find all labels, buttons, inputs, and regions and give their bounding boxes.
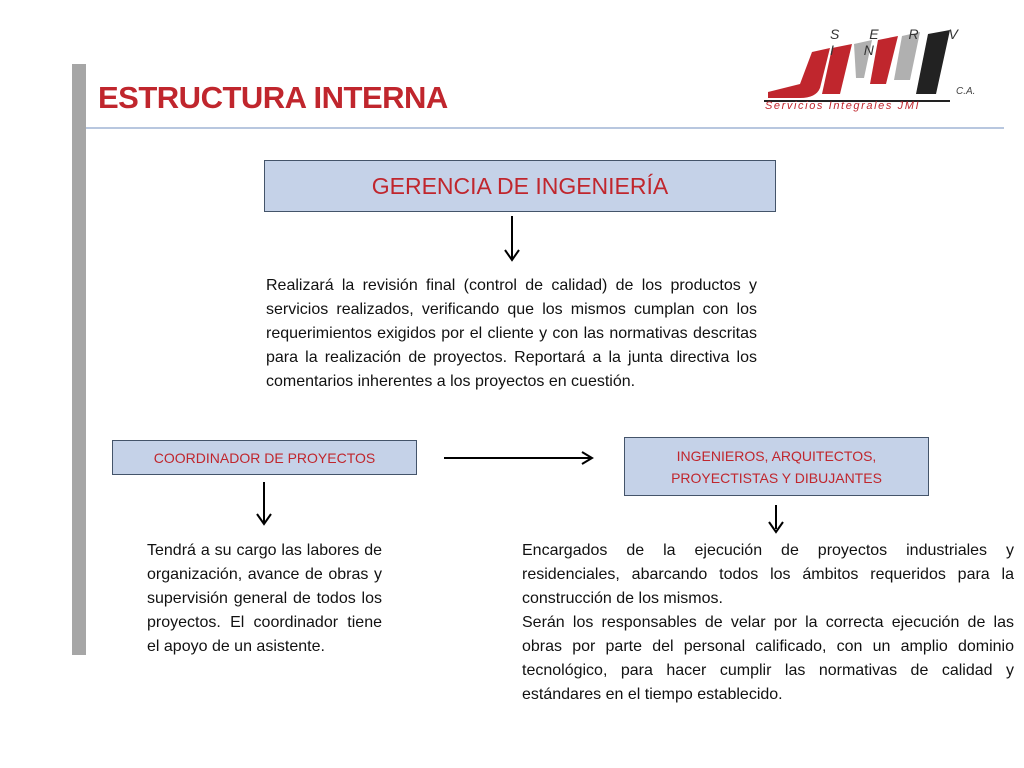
coordinador-description: Tendrá a su cargo las labores de organización, avance de obras y supervisión general de todos los proyectos. El coordinador tiene el apoyo de un asistente.: [147, 542, 382, 655]
ingenieros-label: INGENIEROS, ARQUITECTOS, PROYECTISTAS Y DIBUJANTES: [671, 447, 882, 486]
ingenieros-description-1: Encargados de la ejecución de proyectos industriales y residenciales, abarcando todos los ámbitos requeridos para la construcción de los mismos.: [522, 542, 1014, 607]
arrow-down-ingenieros: [764, 503, 788, 535]
logo-letters: S E R V I N: [830, 26, 971, 58]
side-accent-bar: [72, 64, 86, 655]
coordinador-label: COORDINADOR DE PROYECTOS: [153, 449, 376, 466]
arrow-right-coord-to-ing: [442, 448, 602, 468]
gerencia-label: GERENCIA DE INGENIERÍA: [371, 172, 669, 199]
arrow-down-coordinador: [252, 480, 276, 528]
ingenieros-description-2: Serán los responsables de velar por la correcta ejecución de las obras por parte del personal calificado, con un amplio dominio tecnológico, para hacer cumplir las normativas de calidad y estándares en el tiempo establecido.: [522, 614, 1014, 703]
logo-tagline: Servicios Integrales JMI: [765, 100, 921, 112]
gerencia-description: Realizará la revisión final (control de calidad) de los productos y servicios realizados, verificando que los mismos cumplan con los requerimientos exigidos por el cliente y con las normativas descritas para la realización de proyectos. Reportará a la junta directiva los comentarios inherentes a los proyectos en cuestión.: [266, 277, 757, 390]
logo-suffix: C.A.: [956, 86, 976, 97]
coordinador-box: [112, 440, 417, 475]
arrow-down-gerencia: [500, 214, 524, 264]
ingenieros-description: [522, 539, 1014, 707]
page-title: ESTRUCTURA INTERNA: [98, 80, 448, 115]
title-divider: [86, 127, 1004, 129]
gerencia-box: [264, 160, 776, 212]
ingenieros-box: [624, 437, 929, 496]
